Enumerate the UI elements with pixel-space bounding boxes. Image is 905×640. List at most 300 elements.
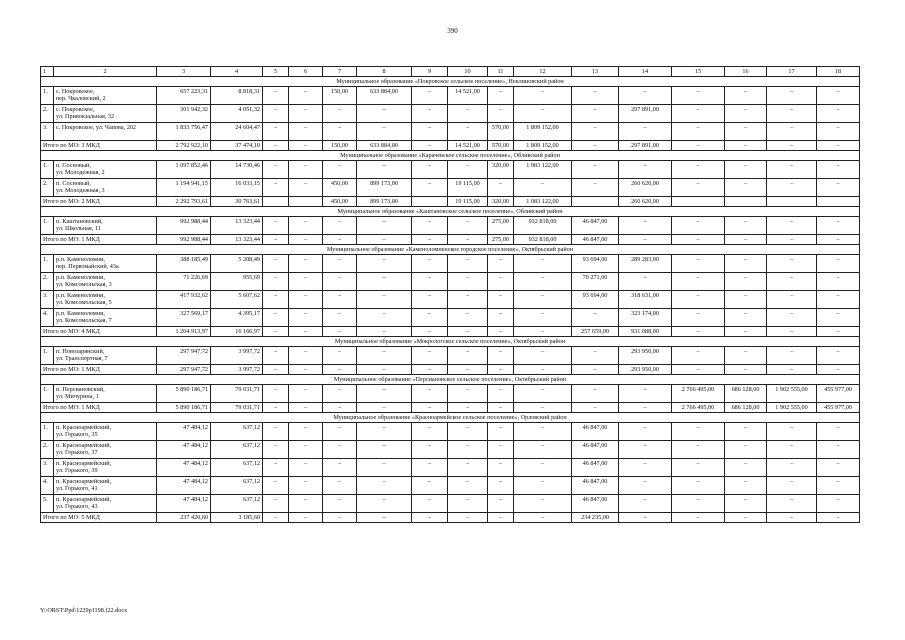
table-cell: – <box>323 365 357 375</box>
table-cell: 686 128,00 <box>725 403 767 413</box>
column-number-header: 13 <box>572 67 619 77</box>
table-cell: – <box>817 477 860 495</box>
table-cell: 234 235,00 <box>572 513 619 523</box>
column-number-header: 15 <box>672 67 725 77</box>
table-cell: 301 942,32 <box>157 105 211 123</box>
table-cell: – <box>412 309 448 327</box>
table-cell: – <box>412 235 448 245</box>
table-cell: – <box>323 495 357 513</box>
address-cell: п. Красноармейский, ул. Горького, 37 <box>54 441 157 459</box>
table-cell: 4 051,32 <box>211 105 263 123</box>
table-cell: 260 620,00 <box>619 179 672 197</box>
table-cell: 637,12 <box>211 459 263 477</box>
table-cell: – <box>817 217 860 235</box>
section-header-row <box>41 337 860 347</box>
table-cell: – <box>817 141 860 151</box>
total-row <box>41 403 860 413</box>
table-cell: – <box>323 327 357 337</box>
column-number-header: 6 <box>289 67 323 77</box>
table-cell: 297 947,72 <box>157 347 211 365</box>
table-cell: – <box>572 87 619 105</box>
table-cell: – <box>725 291 767 309</box>
table-cell: – <box>514 255 572 273</box>
table-cell: – <box>263 495 289 513</box>
table-cell: – <box>448 105 488 123</box>
table-cell: 450,00 <box>323 179 357 197</box>
table-cell: 24 604,47 <box>211 123 263 141</box>
table-cell: – <box>817 273 860 291</box>
table-cell: – <box>619 123 672 141</box>
table-cell: – <box>767 365 817 375</box>
table-cell <box>767 197 817 207</box>
table-cell: – <box>767 327 817 337</box>
section-title: Муниципальное образование «Каштановское сельское поселение», Обливский район <box>41 207 860 217</box>
column-number-header: 3 <box>157 67 211 77</box>
total-row <box>41 365 860 375</box>
row-number-cell: 3. <box>41 459 54 477</box>
table-cell: – <box>263 477 289 495</box>
address-cell: п. Каштановский, ул. Школьная, 11 <box>54 217 157 235</box>
table-row <box>41 217 860 235</box>
table-cell: – <box>672 309 725 327</box>
table-cell: – <box>514 347 572 365</box>
table-cell: – <box>817 495 860 513</box>
table-cell: – <box>514 403 572 413</box>
table-cell: – <box>323 217 357 235</box>
table-cell: – <box>263 441 289 459</box>
table-cell: – <box>514 477 572 495</box>
table-cell: – <box>767 255 817 273</box>
table-cell: 450,00 <box>323 197 357 207</box>
table-cell: – <box>817 441 860 459</box>
table-cell: – <box>488 327 514 337</box>
table-cell: – <box>725 459 767 477</box>
table-cell: 47 484,12 <box>157 441 211 459</box>
row-number-cell: 1. <box>41 161 54 179</box>
table-cell: – <box>357 441 412 459</box>
table-cell: – <box>357 273 412 291</box>
table-cell: – <box>488 291 514 309</box>
table-cell: – <box>448 235 488 245</box>
table-cell: – <box>263 123 289 141</box>
table-row <box>41 385 860 403</box>
table-cell: – <box>448 459 488 477</box>
table-cell: – <box>412 495 448 513</box>
table-row <box>41 477 860 495</box>
address-cell: р.п. Каменоломни, ул. Комсомольская, 5 <box>54 291 157 309</box>
table-cell: 417 932,62 <box>157 291 211 309</box>
table-cell: – <box>323 123 357 141</box>
row-number-cell: 1. <box>41 347 54 365</box>
table-cell: – <box>357 423 412 441</box>
table-cell: 46 847,00 <box>572 235 619 245</box>
table-cell: – <box>289 495 323 513</box>
table-cell: – <box>725 513 767 523</box>
table-cell: 275,00 <box>488 235 514 245</box>
table-cell: – <box>323 235 357 245</box>
table-cell: – <box>725 365 767 375</box>
total-label-cell: Итого по МО: 3 МКД <box>41 141 157 151</box>
table-cell: – <box>289 365 323 375</box>
table-cell: 37 474,10 <box>211 141 263 151</box>
table-cell: – <box>619 403 672 413</box>
table-cell <box>572 197 619 207</box>
table-cell: 455 977,00 <box>817 403 860 413</box>
table-cell: – <box>412 105 448 123</box>
table-cell: – <box>289 441 323 459</box>
table-cell: – <box>767 161 817 179</box>
table-cell: – <box>572 385 619 403</box>
table-cell: 1 809 152,00 <box>514 141 572 151</box>
row-number-cell: 5. <box>41 495 54 513</box>
table-cell: 1 833 756,47 <box>157 123 211 141</box>
table-cell: – <box>488 495 514 513</box>
table-cell: – <box>323 385 357 403</box>
table-cell: – <box>412 365 448 375</box>
table-cell: – <box>357 161 412 179</box>
table-cell: – <box>619 161 672 179</box>
table-cell: 637,12 <box>211 495 263 513</box>
table-cell: 992 988,44 <box>157 235 211 245</box>
table-cell: – <box>672 161 725 179</box>
row-number-cell: 4. <box>41 477 54 495</box>
table-cell: – <box>412 141 448 151</box>
table-cell: – <box>767 423 817 441</box>
table-cell: 47 484,12 <box>157 423 211 441</box>
address-cell: п. Красноармейский, ул. Горького, 39 <box>54 459 157 477</box>
table-cell: – <box>323 255 357 273</box>
table-cell: – <box>488 309 514 327</box>
table-cell: – <box>619 513 672 523</box>
table-cell: – <box>263 217 289 235</box>
table-cell: 46 847,00 <box>572 477 619 495</box>
table-cell: 1 097 852,46 <box>157 161 211 179</box>
row-number-cell: 1. <box>41 385 54 403</box>
section-header-row <box>41 207 860 217</box>
table-cell: – <box>289 513 323 523</box>
table-cell: – <box>357 255 412 273</box>
table-cell: – <box>263 235 289 245</box>
table-cell: – <box>817 423 860 441</box>
table-row <box>41 273 860 291</box>
table-cell: – <box>289 309 323 327</box>
table-cell: 455 977,00 <box>817 385 860 403</box>
table-cell: 93 694,00 <box>572 255 619 273</box>
column-number-header: 18 <box>817 67 860 77</box>
table-cell: – <box>357 235 412 245</box>
table-cell: – <box>412 123 448 141</box>
table-cell: – <box>263 423 289 441</box>
table-cell: – <box>289 179 323 197</box>
table-cell: – <box>817 365 860 375</box>
data-table <box>40 66 860 523</box>
table-cell: – <box>817 161 860 179</box>
footer-path: Y:\ORST\Ppd\1229p1198.f22.docx <box>40 607 128 614</box>
table-cell: – <box>725 217 767 235</box>
table-cell: 570,00 <box>488 123 514 141</box>
table-cell: – <box>448 441 488 459</box>
table-cell: – <box>725 235 767 245</box>
row-number-cell: 3. <box>41 291 54 309</box>
table-cell: – <box>672 347 725 365</box>
table-cell: – <box>767 87 817 105</box>
address-cell: с. Покровское, ул. Чапова, 202 <box>54 123 157 141</box>
table-cell: 3 185,60 <box>211 513 263 523</box>
table-cell: 46 847,00 <box>572 217 619 235</box>
table-cell <box>725 197 767 207</box>
table-cell: – <box>263 365 289 375</box>
total-row <box>41 197 860 207</box>
table-cell: 1 902 555,00 <box>767 403 817 413</box>
address-cell: п. Сосновый, ул. Молодежная, 3 <box>54 179 157 197</box>
table-cell: – <box>672 441 725 459</box>
table-cell: – <box>289 459 323 477</box>
section-title: Муниципальное образование «Карачевское сельское поселение», Обливский район <box>41 151 860 161</box>
table-cell: – <box>323 273 357 291</box>
table-cell: 1 204 913,97 <box>157 327 211 337</box>
address-cell: р.п. Каменоломни, ул. Комсомольская, 7 <box>54 309 157 327</box>
total-label-cell: Итого по МО: 5 МКД <box>41 513 157 523</box>
table-cell: – <box>263 513 289 523</box>
table-cell: – <box>357 347 412 365</box>
table-cell: 686 128,00 <box>725 385 767 403</box>
table-cell: 289 283,00 <box>619 255 672 273</box>
table-cell: – <box>488 385 514 403</box>
table-cell: 19 115,00 <box>448 179 488 197</box>
table-cell: – <box>357 365 412 375</box>
table-cell: 932 818,00 <box>514 217 572 235</box>
table-cell: 30 763,61 <box>211 197 263 207</box>
table-cell: – <box>323 477 357 495</box>
table-cell: – <box>572 403 619 413</box>
section-title: Муниципальное образование «Мокрологское сельское поселение», Октябрьский район <box>41 337 860 347</box>
table-cell: – <box>572 309 619 327</box>
table-cell: – <box>767 291 817 309</box>
table-cell: – <box>488 513 514 523</box>
table-cell: 2 766 495,00 <box>672 403 725 413</box>
table-cell: – <box>817 347 860 365</box>
table-cell: 388 185,49 <box>157 255 211 273</box>
column-number-header: 1 <box>41 67 54 77</box>
row-number-cell: 2. <box>41 179 54 197</box>
table-cell: – <box>672 495 725 513</box>
column-number-header: 17 <box>767 67 817 77</box>
table-cell: – <box>672 423 725 441</box>
table-cell: – <box>488 477 514 495</box>
table-cell: – <box>412 161 448 179</box>
table-cell: 13 323,44 <box>211 217 263 235</box>
table-cell: – <box>767 441 817 459</box>
table-cell: 79 031,71 <box>211 385 263 403</box>
row-number-cell: 1. <box>41 423 54 441</box>
table-cell: – <box>412 87 448 105</box>
table-cell: – <box>725 123 767 141</box>
table-cell: – <box>572 365 619 375</box>
table-cell: – <box>767 123 817 141</box>
column-number-header: 10 <box>448 67 488 77</box>
table-row <box>41 255 860 273</box>
table-cell: 1 083 122,00 <box>514 161 572 179</box>
table-cell: – <box>672 365 725 375</box>
table-cell: – <box>767 273 817 291</box>
table-cell: – <box>357 309 412 327</box>
table-cell: – <box>767 347 817 365</box>
column-number-header: 4 <box>211 67 263 77</box>
table-cell: – <box>357 105 412 123</box>
table-row <box>41 459 860 477</box>
table-cell: – <box>412 423 448 441</box>
table-cell: – <box>323 423 357 441</box>
table-cell: 47 484,12 <box>157 495 211 513</box>
table-cell: – <box>263 309 289 327</box>
table-cell: – <box>412 179 448 197</box>
table-cell: 637,12 <box>211 477 263 495</box>
table-cell: – <box>289 161 323 179</box>
table-cell: 260 620,00 <box>619 197 672 207</box>
address-cell: п. Красноармейский, ул. Горького, 41 <box>54 477 157 495</box>
table-cell: – <box>357 459 412 477</box>
table-cell: 297 947,72 <box>157 365 211 375</box>
table-cell: – <box>357 513 412 523</box>
table-cell: 5 607,62 <box>211 291 263 309</box>
table-cell: – <box>448 327 488 337</box>
row-number-cell: 1. <box>41 255 54 273</box>
table-row <box>41 423 860 441</box>
table-cell: – <box>619 477 672 495</box>
table-cell: – <box>289 385 323 403</box>
table-cell: – <box>725 327 767 337</box>
table-cell: – <box>514 423 572 441</box>
table-cell: – <box>767 179 817 197</box>
table-cell: – <box>725 423 767 441</box>
table-cell: – <box>357 385 412 403</box>
address-cell: п. Персиановский, ул. Мичурина, 1 <box>54 385 157 403</box>
table-cell: – <box>619 423 672 441</box>
table-cell: 899 173,00 <box>357 197 412 207</box>
table-cell: – <box>488 179 514 197</box>
table-cell: – <box>323 459 357 477</box>
table-row <box>41 347 860 365</box>
row-number-cell: 2. <box>41 273 54 291</box>
section-header-row <box>41 413 860 423</box>
table-cell: – <box>817 459 860 477</box>
table-cell: – <box>412 217 448 235</box>
table-cell: – <box>514 365 572 375</box>
table-cell: – <box>514 385 572 403</box>
table-row <box>41 495 860 513</box>
column-number-header: 9 <box>412 67 448 77</box>
table-cell: 637,12 <box>211 423 263 441</box>
table-cell: 293 950,00 <box>619 347 672 365</box>
table-cell: – <box>767 105 817 123</box>
total-row <box>41 235 860 245</box>
address-cell: р.п. Каменоломни, пер. Первомайский, 43а <box>54 255 157 273</box>
table-cell: 46 847,00 <box>572 495 619 513</box>
table-cell: – <box>619 217 672 235</box>
table-cell: – <box>572 105 619 123</box>
table-cell: – <box>514 291 572 309</box>
table-cell: – <box>767 513 817 523</box>
table-cell: – <box>572 141 619 151</box>
table-cell: – <box>767 309 817 327</box>
table-cell: – <box>263 291 289 309</box>
table-cell: 633 884,00 <box>357 87 412 105</box>
table-cell: – <box>448 403 488 413</box>
row-number-cell: 1. <box>41 217 54 235</box>
table-row <box>41 123 860 141</box>
table-row <box>41 179 860 197</box>
table-cell: – <box>448 385 488 403</box>
table-cell: – <box>488 255 514 273</box>
table-cell: 955,69 <box>211 273 263 291</box>
table-cell: – <box>817 123 860 141</box>
table-cell: – <box>672 291 725 309</box>
table-cell: – <box>448 347 488 365</box>
table-cell: – <box>357 291 412 309</box>
section-header-row <box>41 375 860 385</box>
table-cell: – <box>357 217 412 235</box>
address-cell: с. Покровское, ул. Привокзальная, 32 <box>54 105 157 123</box>
table-cell: 633 884,00 <box>357 141 412 151</box>
table-cell: – <box>323 105 357 123</box>
table-cell: – <box>289 477 323 495</box>
table-cell: – <box>514 309 572 327</box>
table-cell: – <box>448 477 488 495</box>
row-number-cell: 3. <box>41 123 54 141</box>
table-cell: – <box>289 291 323 309</box>
table-cell: – <box>767 459 817 477</box>
table-cell: – <box>323 513 357 523</box>
table-cell: – <box>263 141 289 151</box>
table-cell: 47 484,12 <box>157 459 211 477</box>
table-cell: – <box>619 235 672 245</box>
table-cell: 150,00 <box>323 141 357 151</box>
total-label-cell: Итого по МО: 1 МКД <box>41 403 157 413</box>
table-cell: – <box>572 161 619 179</box>
table-cell: – <box>412 441 448 459</box>
table-cell: – <box>448 495 488 513</box>
table-cell: – <box>619 441 672 459</box>
table-cell: – <box>725 495 767 513</box>
table-cell: 70 271,00 <box>572 273 619 291</box>
address-cell: п. Новозарянский, ул. Транспортная, 7 <box>54 347 157 365</box>
table-cell: – <box>289 217 323 235</box>
table-cell: 16 166,97 <box>211 327 263 337</box>
table-cell: – <box>488 423 514 441</box>
table-cell: 5 890 186,71 <box>157 385 211 403</box>
table-cell: – <box>725 477 767 495</box>
table-cell: – <box>289 235 323 245</box>
table-cell: – <box>817 235 860 245</box>
table-cell: – <box>488 459 514 477</box>
table-cell: – <box>672 459 725 477</box>
table-cell: – <box>263 327 289 337</box>
table-cell: 257 659,00 <box>572 327 619 337</box>
table-cell: – <box>725 179 767 197</box>
table-cell: 237 420,60 <box>157 513 211 523</box>
table-cell: – <box>672 141 725 151</box>
table-cell: – <box>725 273 767 291</box>
table-cell: – <box>767 495 817 513</box>
table-cell <box>289 197 323 207</box>
table-cell: – <box>488 347 514 365</box>
table-cell: – <box>289 327 323 337</box>
table-cell: – <box>289 105 323 123</box>
table-cell: – <box>323 291 357 309</box>
table-cell: – <box>412 255 448 273</box>
table-cell: 5 208,49 <box>211 255 263 273</box>
row-number-cell: 2. <box>41 441 54 459</box>
